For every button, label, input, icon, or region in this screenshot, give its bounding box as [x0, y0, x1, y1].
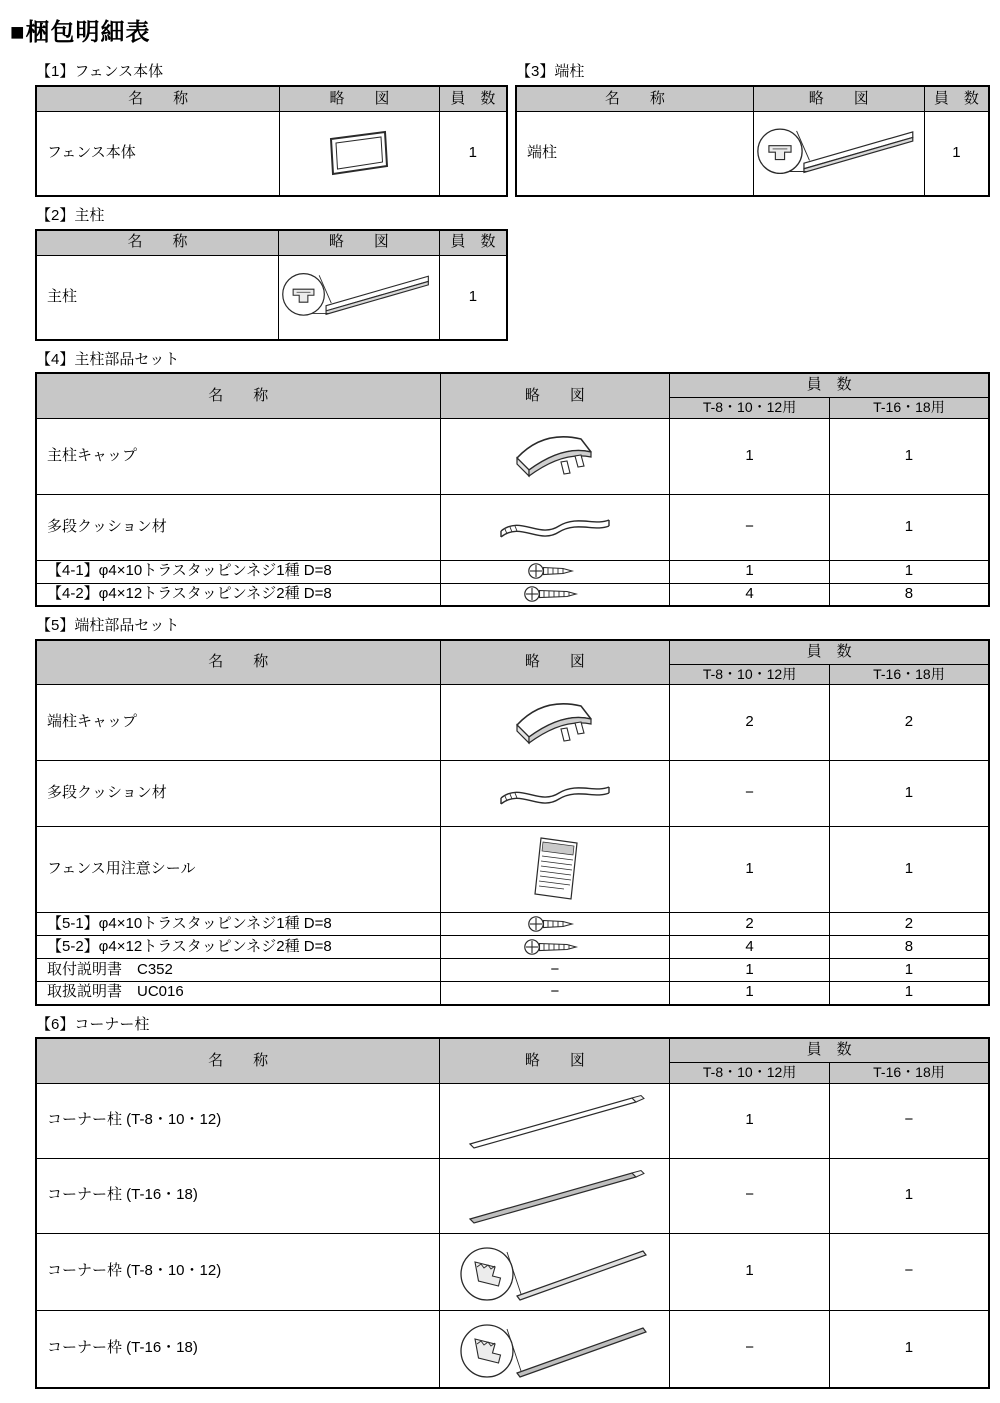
- qty-cell: 1: [829, 761, 989, 827]
- diagram-dash-cell: −: [440, 959, 670, 982]
- post-with-cross-section-diagram: [756, 118, 922, 190]
- qty-cell: 1: [829, 959, 989, 982]
- part-name-cell: 【5-1】φ4×10トラスタッピンネジ1種 D=8: [36, 913, 440, 936]
- table3-header-name: 名 称: [516, 86, 753, 112]
- table2-label: 【2】主柱: [36, 206, 105, 224]
- table3-header-diagram: 略 図: [753, 86, 924, 112]
- qty-cell: 1: [439, 256, 507, 340]
- part-name-cell: コーナー枠 (T-8・10・12): [36, 1233, 440, 1310]
- table3-block: [515, 63, 990, 197]
- qty-cell: 1: [829, 560, 989, 583]
- diagram-cell: [440, 583, 670, 606]
- table-row: [36, 494, 989, 560]
- table-row: [36, 982, 989, 1005]
- table-row: [36, 1083, 989, 1158]
- qty-cell: 4: [670, 583, 830, 606]
- diagram-cell: [440, 494, 670, 560]
- table6-corner-posts: [35, 1037, 990, 1388]
- part-name-cell: 【5-2】φ4×12トラスタッピンネジ2種 D=8: [36, 936, 440, 959]
- table4-header-qty-t16: T-16・18用: [829, 398, 989, 419]
- diagram-cell: [440, 761, 670, 827]
- right-column: [515, 53, 990, 197]
- qty-cell: −: [670, 1158, 830, 1233]
- table2-main-post: [35, 229, 508, 341]
- table4-block: [35, 351, 990, 608]
- table3-label: 【3】端柱: [516, 63, 585, 80]
- qty-cell: 2: [670, 685, 830, 761]
- qty-cell: −: [829, 1083, 989, 1158]
- part-name-cell: 【4-1】φ4×10トラスタッピンネジ1種 D=8: [36, 560, 440, 583]
- table1-header-name: 名 称: [36, 86, 280, 112]
- top-tables-row: [35, 53, 990, 341]
- table3-header-qty: 員 数: [924, 86, 989, 112]
- diagram-cell: [440, 1083, 670, 1158]
- diagram-cell: [440, 560, 670, 583]
- cushion-strip-diagram: [495, 509, 615, 545]
- part-name-cell: 端柱キャップ: [36, 685, 440, 761]
- diagram-cell: [440, 1310, 670, 1388]
- diagram-cell: [440, 913, 670, 936]
- table5-block: [35, 617, 990, 1006]
- qty-cell: 2: [829, 685, 989, 761]
- post-cap-diagram: [505, 693, 605, 753]
- post-cap-diagram: [505, 426, 605, 486]
- corner-post-diagram: [460, 1089, 650, 1153]
- table6-header-name: 名 称: [36, 1038, 440, 1083]
- qty-cell: 8: [829, 583, 989, 606]
- tapping-screw-type2-diagram: [523, 585, 587, 603]
- table-row: [36, 913, 989, 936]
- diagram-cell: [280, 112, 440, 196]
- table5-header-name: 名 称: [36, 640, 440, 685]
- part-name-cell: コーナー柱 (T-16・18): [36, 1158, 440, 1233]
- part-name-cell: 端柱: [516, 112, 753, 196]
- qty-cell: 1: [439, 112, 507, 196]
- table-row: [36, 761, 989, 827]
- table-row: [36, 583, 989, 606]
- diagram-dash-cell: −: [440, 982, 670, 1005]
- cushion-strip-diagram: [495, 776, 615, 812]
- table6-header-qty-t8: T-8・10・12用: [670, 1063, 830, 1084]
- part-name-cell: 主柱: [36, 256, 278, 340]
- table-row: [36, 685, 989, 761]
- part-name-cell: 主柱キャップ: [36, 418, 440, 494]
- qty-cell: 1: [829, 494, 989, 560]
- part-name-cell: フェンス用注意シール: [36, 827, 440, 913]
- table6-header-diagram: 略 図: [440, 1038, 670, 1083]
- table6-header-qty-t16: T-16・18用: [829, 1063, 989, 1084]
- table-row: [36, 827, 989, 913]
- diagram-cell: [440, 827, 670, 913]
- table6-label: 【6】コーナー柱: [36, 1015, 150, 1033]
- corner-frame-diagram: [455, 1313, 655, 1385]
- diagram-cell: [278, 256, 439, 340]
- qty-cell: 1: [670, 827, 830, 913]
- corner-frame-diagram: [455, 1236, 655, 1308]
- table2-block: [35, 207, 508, 341]
- qty-cell: 4: [670, 936, 830, 959]
- part-name-cell: コーナー柱 (T-8・10・12): [36, 1083, 440, 1158]
- table4-main-post-parts: [35, 372, 990, 607]
- table1-label: 【1】フェンス本体: [36, 63, 164, 80]
- table2-header-qty: 員 数: [439, 230, 507, 256]
- table5-end-post-parts: [35, 639, 990, 1006]
- table-row: [36, 1310, 989, 1388]
- diagram-cell: [440, 685, 670, 761]
- part-name-cell: 取付説明書 C352: [36, 959, 440, 982]
- part-name-cell: 多段クッション材: [36, 761, 440, 827]
- diagram-cell: [440, 1233, 670, 1310]
- diagram-cell: [440, 1158, 670, 1233]
- tapping-screw-type1-diagram: [527, 915, 583, 933]
- qty-cell: 1: [829, 827, 989, 913]
- qty-cell: 1: [670, 982, 830, 1005]
- part-name-cell: 多段クッション材: [36, 494, 440, 560]
- page-title: ■梱包明細表: [10, 19, 151, 46]
- table-row: [36, 936, 989, 959]
- qty-cell: −: [670, 1310, 830, 1388]
- table4-header-qty: 員 数: [670, 373, 989, 397]
- table2-header-diagram: 略 図: [278, 230, 439, 256]
- qty-cell: 1: [829, 1158, 989, 1233]
- table1-header-diagram: 略 図: [280, 86, 440, 112]
- part-name-cell: フェンス本体: [36, 112, 280, 196]
- qty-cell: 8: [829, 936, 989, 959]
- table-row: [36, 1158, 989, 1233]
- qty-cell: 1: [670, 560, 830, 583]
- table6-block: [35, 1016, 990, 1389]
- part-name-cell: 【4-2】φ4×12トラスタッピンネジ2種 D=8: [36, 583, 440, 606]
- table-row: [36, 418, 989, 494]
- qty-cell: 1: [829, 1310, 989, 1388]
- table-row: [36, 560, 989, 583]
- qty-cell: 2: [829, 913, 989, 936]
- qty-cell: −: [670, 761, 830, 827]
- table4-label: 【4】主柱部品セット: [36, 350, 180, 368]
- qty-cell: 1: [670, 1233, 830, 1310]
- qty-cell: 1: [829, 418, 989, 494]
- left-column: [35, 53, 508, 341]
- tapping-screw-type2-diagram: [523, 938, 587, 956]
- part-name-cell: 取扱説明書 UC016: [36, 982, 440, 1005]
- table5-header-qty: 員 数: [670, 640, 989, 664]
- table5-header-qty-t16: T-16・18用: [829, 664, 989, 685]
- tapping-screw-type1-diagram: [527, 562, 583, 580]
- table-row: [36, 959, 989, 982]
- caution-sticker-diagram: [520, 833, 590, 907]
- diagram-cell: [440, 418, 670, 494]
- qty-cell: 2: [670, 913, 830, 936]
- table5-label: 【5】端柱部品セット: [36, 617, 180, 634]
- table1-block: [35, 63, 508, 197]
- table5-header-diagram: 略 図: [440, 640, 670, 685]
- table1-fence-body: [35, 85, 508, 197]
- table4-header-name: 名 称: [36, 373, 440, 418]
- table4-header-qty-t8: T-8・10・12用: [670, 398, 830, 419]
- qty-cell: 1: [829, 982, 989, 1005]
- table3-end-post: [515, 85, 990, 197]
- qty-cell: 1: [924, 112, 989, 196]
- table2-header-name: 名 称: [36, 230, 278, 256]
- table-row: [36, 1233, 989, 1310]
- table-row: [36, 112, 507, 196]
- fence-panel-diagram: [319, 126, 399, 182]
- qty-cell: −: [670, 494, 830, 560]
- corner-post-diagram: [460, 1164, 650, 1228]
- table1-header-qty: 員 数: [439, 86, 507, 112]
- qty-cell: 1: [670, 1083, 830, 1158]
- post-with-cross-section-diagram: [281, 263, 437, 331]
- table-row: [516, 112, 989, 196]
- table6-header-qty: 員 数: [670, 1038, 989, 1062]
- table-row: [36, 256, 507, 340]
- diagram-cell: [753, 112, 924, 196]
- part-name-cell: コーナー枠 (T-16・18): [36, 1310, 440, 1388]
- diagram-cell: [440, 936, 670, 959]
- qty-cell: 1: [670, 959, 830, 982]
- qty-cell: −: [829, 1233, 989, 1310]
- table5-header-qty-t8: T-8・10・12用: [670, 664, 830, 685]
- qty-cell: 1: [670, 418, 830, 494]
- table4-header-diagram: 略 図: [440, 373, 670, 418]
